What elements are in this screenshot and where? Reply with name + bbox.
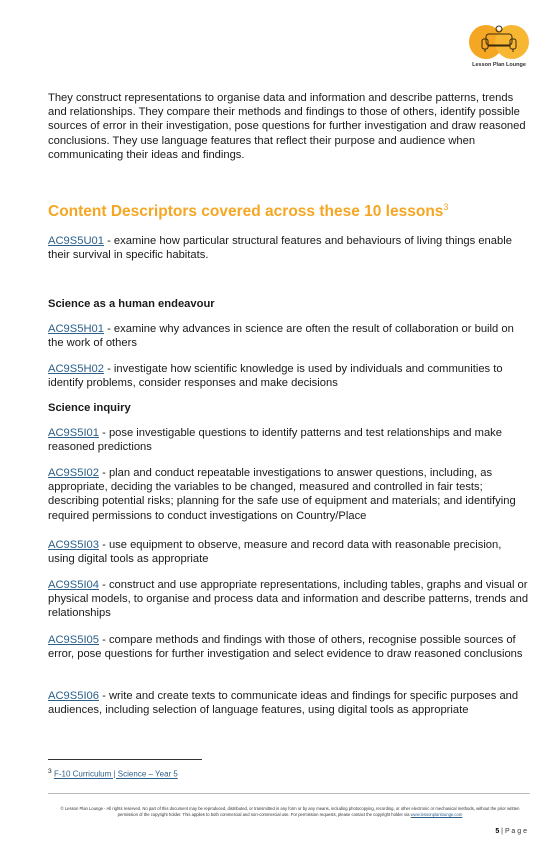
subheading-inquiry: Science inquiry [48,402,131,414]
section-heading [48,202,448,221]
copyright-notice [52,806,528,817]
descriptor-i02 [48,466,530,523]
descriptor-i05 [48,633,530,661]
logo-wordmark: Lesson Plan Lounge [472,62,526,68]
lesson-plan-lounge-logo [466,18,532,78]
curriculum-link[interactable]: F-10 Curriculum | Science – Year 5 [53,769,178,779]
descriptor-text: - write and create texts to communicate ideas and findings for specific purposes and audiences, including selection of language features, using digital tools as appropriate [48,690,519,717]
footnote-divider [48,759,202,760]
descriptor-code-link[interactable]: AC9S5H02 [48,363,104,375]
descriptor-text: - investigate how scientific knowledge is used by individuals and communities to identify problems, consider responses and make decisions [48,363,503,390]
page-label: P a g e [504,828,527,835]
descriptor-i01 [48,426,530,454]
descriptor-text: - examine how particular structural features and behaviours of living things enable their survival in specific habitats. [48,235,512,262]
descriptor-h02 [48,362,530,390]
descriptor-text: - plan and conduct repeatable investigations to answer questions, including, as appropriate, deciding the variables to be changed, measured and controlled in fair tests; describing potential risks; planning for the safe use of equipment and materials; and identifying required permissions to conduct investigations on Country/Place [48,467,516,522]
page-separator: | [499,828,505,835]
page-number [495,828,527,835]
descriptor-code-link[interactable]: AC9S5I04 [48,579,99,591]
descriptor-i06 [48,689,530,717]
subheading-endeavour: Science as a human endeavour [48,298,215,310]
footnote-number: 3 [48,768,52,775]
descriptor-text: - pose investigable questions to identify patterns and test relationships and make reasoned predictions [48,427,502,454]
descriptor-code-link[interactable]: AC9S5U01 [48,235,104,247]
descriptor-code-link[interactable]: AC9S5I02 [48,467,99,479]
descriptor-code-link[interactable]: AC9S5I01 [48,427,99,439]
intro-paragraph: They construct representations to organise data and information and describe patterns, trends and relationships. They compare their methods and findings to those of others, identify possible sources of error in their investigation, pose questions for further investigation and draw reasoned conclusions. They use language features that reflect their purpose and audience when communicating their ideas and findings. [48,92,526,161]
descriptor-u01 [48,234,530,262]
descriptor-text: - construct and use appropriate representations, including tables, graphs and visual or physical models, to organise and process data and information and describe patterns, trends and relationships [48,579,529,620]
descriptor-i03 [48,538,530,566]
descriptor-text: - examine why advances in science are often the result of collaboration or build on the work of others [48,323,514,350]
section-heading-text: Content Descriptors covered across these 10 lessons [48,203,444,221]
descriptor-code-link[interactable]: AC9S5H01 [48,323,104,335]
copyright-text: © Lesson Plan Lounge - All rights reserved. No part of this document may be reproduced, distributed, or transmitted in any form or by any means, including photocopying, recording, or other electronic or mechanical methods, without the prior written permission of the copyright holder. This applies to both commercial and non-commercial use. For permission requests, please contact the copyright holder via [60,806,520,817]
descriptor-text: - use equipment to observe, measure and record data with reasonable precision, using digital tools as appropriate [48,539,502,566]
footer-divider [48,793,530,794]
descriptor-text: - compare methods and findings with those of others, recognise possible sources of error, pose questions for further investigation and select evidence to draw reasoned conclusions [48,634,523,661]
descriptor-h01 [48,322,530,350]
page-number-value: 5 [495,828,500,835]
descriptor-code-link[interactable]: AC9S5I05 [48,634,99,646]
footnote [48,768,178,779]
descriptor-i04 [48,578,530,621]
footnote-ref[interactable]: 3 [443,202,449,212]
website-link[interactable]: www.lessonplanlounge.com [410,811,463,817]
descriptor-code-link[interactable]: AC9S5I03 [48,539,99,551]
descriptor-code-link[interactable]: AC9S5I06 [48,690,99,702]
